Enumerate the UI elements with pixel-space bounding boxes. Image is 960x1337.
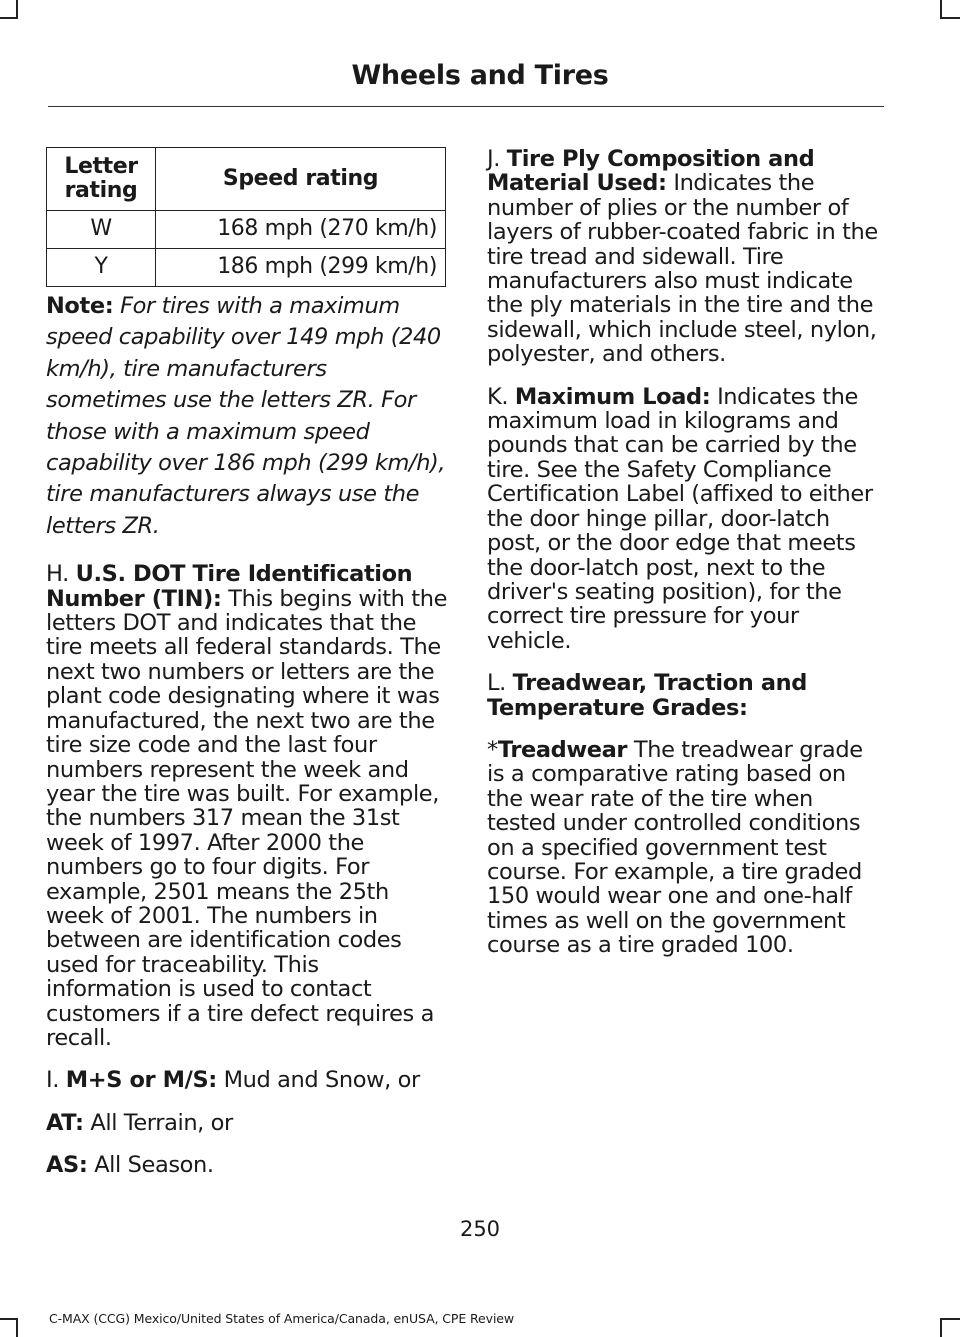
section-h-paragraph	[46, 562, 448, 1050]
crop-mark	[0, 17, 18, 19]
section-h-text: This begins with the letters DOT and indicates that the tire meets all federal standards. The next two numbers or letters are the plant code designating where it was manufactured, the next two are the tire size code and the last four numbers represent the week and year the tire was built. For example, the numbers 317 mean the 31st week of 1997. After 2000 the numbers go to four digits. For example, 2501 means the 25th week of 2001. The numbers in between are identification codes used for traceability. This information is used to contact customers if a tire defect requires a recall.	[46, 585, 448, 1051]
treadwear-star: *	[487, 736, 498, 763]
note-paragraph	[46, 291, 448, 542]
section-h-title: U.S. DOT Tire Identification Number (TIN):	[46, 561, 413, 612]
page-number: 250	[459, 1217, 501, 1241]
speed-rating-table	[46, 147, 446, 287]
crop-mark	[940, 1319, 942, 1337]
table-cell-letter: W	[47, 211, 156, 249]
section-k-text: Indicates the maximum load in kilograms and pounds that can be carried by the tire. See the Safety Compliance Certification Label (affixed to either the door hinge pillar, door-latch post, or the door edge that meets the door-latch post, next to the driver's seating position), for the correct tire pressure for your vehicle.	[487, 383, 873, 654]
table-cell-speed: 186 mph (299 km/h)	[156, 249, 446, 287]
treadwear-text: The treadwear grade is a comparative rating based on the wear rate of the tire when tested under controlled conditions on a specified government test course. For example, a tire graded 150 would wear one and one-half times as well on the government course as a tire graded 100.	[487, 736, 863, 959]
at-label: AT:	[46, 1109, 84, 1136]
footer-text: C-MAX (CCG) Mexico/United States of America/Canada, enUSA, CPE Review	[49, 1311, 515, 1326]
note-text: For tires with a maximum speed capability over 149 mph (240 km/h), tire manufacturers sometimes use the letters ZR. For those with a maximum speed capability over 186 mph (299 km/h), tire manufacturers always use the letters ZR.	[46, 293, 446, 539]
treadwear-paragraph	[487, 738, 885, 958]
left-column	[46, 147, 448, 1196]
section-i-title: M+S or M/S:	[65, 1067, 217, 1094]
section-i-paragraph	[46, 1068, 448, 1092]
table-cell-speed: 168 mph (270 km/h)	[156, 211, 446, 249]
crop-mark	[940, 0, 942, 18]
section-i-text: Mud and Snow, or	[223, 1067, 420, 1094]
section-j-prefix: J.	[487, 146, 500, 172]
treadwear-title: Treadwear	[497, 736, 628, 763]
section-k-title: Maximum Load:	[514, 383, 711, 410]
section-l-paragraph	[487, 671, 885, 720]
as-label: AS:	[46, 1152, 88, 1179]
crop-mark	[940, 1318, 960, 1320]
section-j-title: Tire Ply Composition and Material Used:	[487, 146, 815, 197]
header-divider	[48, 106, 884, 107]
table-header-row	[47, 148, 446, 211]
section-k-prefix: K.	[487, 383, 509, 410]
section-h-prefix: H.	[46, 561, 69, 588]
table-row	[47, 249, 446, 287]
crop-mark	[940, 17, 960, 19]
at-paragraph	[46, 1111, 448, 1135]
as-text: All Season.	[94, 1152, 214, 1179]
table-cell-letter: Y	[47, 249, 156, 287]
section-j-paragraph	[487, 147, 885, 367]
table-header-letter: Letter rating	[47, 148, 156, 211]
crop-mark	[0, 1318, 18, 1320]
note-label: Note:	[46, 293, 114, 319]
page-title: Wheels and Tires	[351, 60, 609, 91]
section-k-paragraph	[487, 385, 885, 653]
at-text: All Terrain, or	[90, 1109, 233, 1136]
crop-mark	[16, 0, 18, 18]
section-l-prefix: L.	[487, 670, 506, 697]
table-row	[47, 211, 446, 249]
crop-mark	[16, 1319, 18, 1337]
section-l-title: Treadwear, Traction and Temperature Grades:	[487, 670, 807, 721]
table-header-speed: Speed rating	[156, 148, 446, 211]
as-paragraph	[46, 1153, 448, 1177]
section-i-prefix: I.	[46, 1067, 59, 1094]
right-column	[487, 147, 885, 976]
section-j-text: Indicates the number of plies or the number of layers of rubber-coated fabric in the tire tread and sidewall. Tire manufacturers also must indicate the ply materials in the tire and the sidewall, which include steel, nylon, polyester, and others.	[487, 170, 878, 368]
